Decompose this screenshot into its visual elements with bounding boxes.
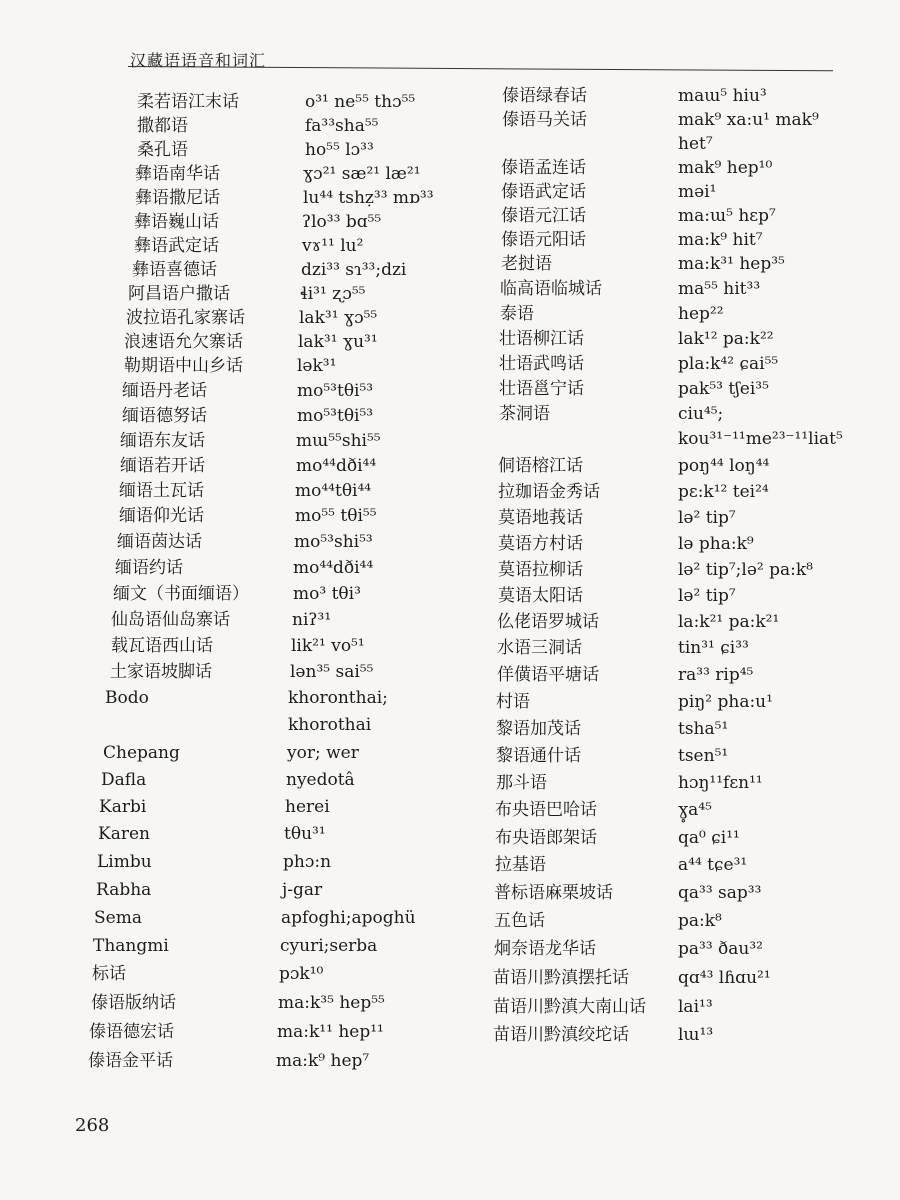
right-word-form: lə² tip⁷;lə² pa:k⁸ bbox=[678, 560, 813, 580]
right-language-name: 那斗语 bbox=[496, 773, 547, 793]
right-language-name: 莫语方村话 bbox=[498, 534, 583, 554]
left-word-form: lak³¹ ɣu³¹ bbox=[298, 332, 378, 352]
left-language-name: 傣语德宏话 bbox=[89, 1022, 174, 1042]
right-language-name: 傣语元阳话 bbox=[501, 230, 586, 250]
left-word-form: lək³¹ bbox=[297, 356, 337, 376]
right-language-name: 苗语川黔滇绞坨话 bbox=[493, 1025, 629, 1045]
left-word-form: ma:k³⁵ hep⁵⁵ bbox=[278, 993, 385, 1013]
left-language-name: Chepang bbox=[103, 743, 180, 763]
right-word-form: a⁴⁴ tɕe³¹ bbox=[678, 855, 748, 875]
left-language-name: 缅语丹老话 bbox=[122, 381, 207, 401]
left-word-form: tθu³¹ bbox=[284, 824, 326, 844]
left-language-name: 桑孔语 bbox=[137, 140, 188, 160]
right-language-name: 侗语榕江话 bbox=[498, 456, 583, 476]
left-word-form: niʔ³¹ bbox=[292, 610, 332, 630]
left-word-form: ʔlo³³ bɑ⁵⁵ bbox=[302, 212, 382, 232]
left-word-form: mo⁵⁵ tθi⁵⁵ bbox=[295, 506, 377, 526]
right-word-form: ma⁵⁵ hit³³ bbox=[678, 279, 761, 299]
left-language-name: 彝语武定话 bbox=[134, 236, 219, 256]
left-language-name: 仙岛语仙岛寨话 bbox=[111, 610, 230, 630]
left-language-name: 波拉语孔家寨话 bbox=[126, 308, 245, 328]
right-language-name: 傣语马关话 bbox=[502, 110, 587, 130]
left-word-form: khoronthai; bbox=[288, 688, 388, 708]
left-language-name: 傣语版纳话 bbox=[91, 993, 176, 1013]
left-language-name: 傣语金平话 bbox=[88, 1051, 173, 1071]
left-word-form: cyuri;serba bbox=[280, 936, 378, 956]
running-header: 汉藏语语音和词汇 bbox=[130, 51, 267, 70]
right-word-form: piŋ² pha:u¹ bbox=[678, 692, 773, 712]
left-word-form: yor; wer bbox=[287, 743, 359, 763]
right-word-form: tsen⁵¹ bbox=[678, 746, 729, 766]
right-word-form: hep²² bbox=[678, 304, 724, 324]
right-language-name: 黎语加茂话 bbox=[496, 719, 581, 739]
left-language-name: Bodo bbox=[105, 688, 149, 708]
left-word-form: ma:k¹¹ hep¹¹ bbox=[277, 1022, 384, 1042]
page-number: 268 bbox=[75, 1115, 110, 1136]
left-language-name: Sema bbox=[94, 908, 142, 928]
right-language-name: 傣语元江话 bbox=[501, 206, 586, 226]
right-word-form: məi¹ bbox=[678, 182, 717, 202]
right-language-name: 布央语巴哈话 bbox=[495, 800, 597, 820]
right-word-form: qa⁰ ɕi¹¹ bbox=[678, 828, 740, 848]
right-word-form: tin³¹ ɕi³³ bbox=[678, 638, 749, 658]
left-word-form: vɤ¹¹ lu² bbox=[302, 236, 364, 256]
right-word-form: het⁷ bbox=[678, 134, 713, 154]
left-word-form: ɣɔ²¹ sæ²¹ læ²¹ bbox=[303, 164, 421, 184]
left-word-form: fa³³sha⁵⁵ bbox=[305, 116, 379, 136]
left-language-name: 缅语土瓦话 bbox=[119, 481, 204, 501]
left-word-form: khorothai bbox=[288, 715, 372, 735]
right-language-name: 壮语武鸣话 bbox=[499, 354, 584, 374]
left-language-name: Thangmi bbox=[93, 936, 169, 956]
right-language-name: 壮语邕宁话 bbox=[499, 379, 584, 399]
right-word-form: pak⁵³ tʃei³⁵ bbox=[678, 379, 769, 399]
left-language-name: 缅语若开话 bbox=[120, 456, 205, 476]
right-word-form: maɯ⁵ hiu³ bbox=[678, 86, 767, 106]
left-language-name: 彝语喜德话 bbox=[132, 260, 217, 280]
right-word-form: kou³¹⁻¹¹me²³⁻¹¹liat⁵ bbox=[678, 429, 843, 449]
right-language-name: 五色话 bbox=[494, 911, 545, 931]
left-word-form: mo⁴⁴tθi⁴⁴ bbox=[295, 481, 372, 501]
left-word-form: mo⁴⁴dði⁴⁴ bbox=[293, 558, 374, 578]
left-word-form: dzi³³ sɿ³³;dzi bbox=[301, 260, 407, 280]
left-word-form: ma:k⁹ hep⁷ bbox=[276, 1051, 370, 1071]
left-language-name: 标话 bbox=[92, 964, 126, 984]
right-word-form: tsha⁵¹ bbox=[678, 719, 729, 739]
left-language-name: Limbu bbox=[97, 852, 152, 872]
right-word-form: pa:k⁸ bbox=[678, 911, 722, 931]
right-language-name: 拉珈语金秀话 bbox=[498, 482, 600, 502]
right-word-form: lə pha:k⁹ bbox=[678, 534, 754, 554]
right-word-form: hɔŋ¹¹fɛn¹¹ bbox=[678, 773, 763, 793]
left-language-name: 缅语仰光话 bbox=[119, 506, 204, 526]
left-language-name: 缅文（书面缅语） bbox=[113, 584, 249, 604]
right-language-name: 村语 bbox=[496, 692, 530, 712]
right-word-form: ma:k⁹ hit⁷ bbox=[678, 230, 763, 250]
right-language-name: 傣语武定话 bbox=[501, 182, 586, 202]
left-language-name: Karen bbox=[98, 824, 150, 844]
left-word-form: lu⁴⁴ tshẓ³³ mɒ³³ bbox=[303, 188, 434, 208]
right-word-form: ɣ̥a⁴⁵ bbox=[678, 800, 712, 820]
left-word-form: phɔ:n bbox=[283, 852, 332, 872]
left-language-name: Rabha bbox=[96, 880, 152, 900]
left-word-form: mo⁵³tθi⁵³ bbox=[297, 406, 374, 426]
right-word-form: poŋ⁴⁴ loŋ⁴⁴ bbox=[678, 456, 770, 476]
left-word-form: nyedotâ bbox=[286, 770, 355, 790]
left-word-form: ɬi³¹ ʐɔ⁵⁵ bbox=[300, 284, 366, 304]
left-word-form: lak³¹ ɣɔ⁵⁵ bbox=[299, 308, 378, 328]
left-language-name: 彝语撒尼话 bbox=[135, 188, 220, 208]
right-language-name: 苗语川黔滇摆托话 bbox=[493, 968, 629, 988]
left-language-name: 缅语茵达话 bbox=[117, 532, 202, 552]
left-language-name: 土家语坡脚话 bbox=[110, 662, 212, 682]
left-language-name: 载瓦语西山话 bbox=[111, 636, 213, 656]
left-language-name: Dafla bbox=[101, 770, 147, 790]
right-language-name: 莫语太阳话 bbox=[498, 586, 583, 606]
right-language-name: 仫佬语罗城话 bbox=[497, 612, 599, 632]
right-language-name: 老挝语 bbox=[501, 254, 552, 274]
right-language-name: 炯奈语龙华话 bbox=[494, 939, 596, 959]
left-word-form: mo³ tθi³ bbox=[293, 584, 361, 604]
right-word-form: lə² tip⁷ bbox=[678, 508, 736, 528]
left-word-form: apfoghi;apoghü bbox=[281, 908, 416, 928]
left-language-name: 彝语巍山话 bbox=[134, 212, 219, 232]
right-language-name: 布央语郎架话 bbox=[495, 828, 597, 848]
left-word-form: mo⁵³tθi⁵³ bbox=[297, 381, 374, 401]
left-word-form: j-gar bbox=[282, 880, 323, 900]
right-word-form: ma:ɯ⁵ hɛp⁷ bbox=[678, 206, 776, 226]
left-word-form: herei bbox=[285, 797, 330, 817]
right-language-name: 傣语孟连话 bbox=[501, 158, 586, 178]
right-word-form: ra³³ rip⁴⁵ bbox=[678, 665, 754, 685]
right-language-name: 泰语 bbox=[500, 304, 534, 324]
right-word-form: la:k²¹ pa:k²¹ bbox=[678, 612, 780, 632]
left-language-name: 阿昌语户撒话 bbox=[128, 284, 230, 304]
right-language-name: 普标语麻栗坡话 bbox=[494, 883, 613, 903]
right-language-name: 佯僙语平塘话 bbox=[497, 665, 599, 685]
right-word-form: mak⁹ xa:u¹ mak⁹ bbox=[678, 110, 819, 130]
left-word-form: mo⁵³shi⁵³ bbox=[294, 532, 373, 552]
left-word-form: lik²¹ vo⁵¹ bbox=[291, 636, 365, 656]
right-word-form: ciu⁴⁵; bbox=[678, 404, 724, 424]
left-language-name: 柔若语江末话 bbox=[137, 92, 239, 112]
left-language-name: Karbi bbox=[99, 797, 147, 817]
right-word-form: pla:k⁴² ɕai⁵⁵ bbox=[678, 354, 779, 374]
right-language-name: 莫语地莪话 bbox=[498, 508, 583, 528]
right-word-form: lai¹³ bbox=[678, 997, 713, 1017]
right-language-name: 莫语拉柳话 bbox=[498, 560, 583, 580]
left-language-name: 彝语南华话 bbox=[135, 164, 220, 184]
left-word-form: ho⁵⁵ lɔ³³ bbox=[305, 140, 374, 160]
right-word-form: mak⁹ hep¹⁰ bbox=[678, 158, 773, 178]
left-language-name: 缅语约话 bbox=[115, 558, 183, 578]
right-language-name: 黎语通什话 bbox=[496, 746, 581, 766]
left-word-form: pɔk¹⁰ bbox=[279, 964, 324, 984]
left-language-name: 缅语东友话 bbox=[120, 431, 205, 451]
left-word-form: mo⁴⁴dði⁴⁴ bbox=[296, 456, 377, 476]
right-word-form: pɛ:k¹² tei²⁴ bbox=[678, 482, 769, 502]
right-word-form: lə² tip⁷ bbox=[678, 586, 736, 606]
right-language-name: 临高语临城话 bbox=[500, 279, 602, 299]
right-word-form: qa³³ sap³³ bbox=[678, 883, 762, 903]
right-word-form: lak¹² pa:k²² bbox=[678, 329, 774, 349]
left-language-name: 缅语德努话 bbox=[122, 406, 207, 426]
right-language-name: 拉基语 bbox=[495, 855, 546, 875]
right-language-name: 壮语柳江话 bbox=[499, 329, 584, 349]
left-language-name: 浪速语允欠寨话 bbox=[124, 332, 243, 352]
left-language-name: 勒期语中山乡话 bbox=[124, 356, 243, 376]
left-word-form: lən³⁵ sai⁵⁵ bbox=[290, 662, 374, 682]
left-language-name: 撒都语 bbox=[137, 116, 188, 136]
right-word-form: pa³³ ðau³² bbox=[678, 939, 763, 959]
right-word-form: ma:k³¹ hep³⁵ bbox=[678, 254, 785, 274]
right-word-form: qɑ⁴³ lɦɑu²¹ bbox=[678, 968, 771, 988]
left-word-form: o³¹ ne⁵⁵ thɔ⁵⁵ bbox=[305, 92, 416, 112]
left-word-form: mɯ⁵⁵shi⁵⁵ bbox=[296, 431, 381, 451]
right-word-form: lɯ¹³ bbox=[678, 1025, 714, 1045]
right-language-name: 茶洞语 bbox=[499, 404, 550, 424]
right-language-name: 水语三洞话 bbox=[497, 638, 582, 658]
right-language-name: 傣语绿春话 bbox=[502, 86, 587, 106]
right-language-name: 苗语川黔滇大南山话 bbox=[493, 997, 646, 1017]
